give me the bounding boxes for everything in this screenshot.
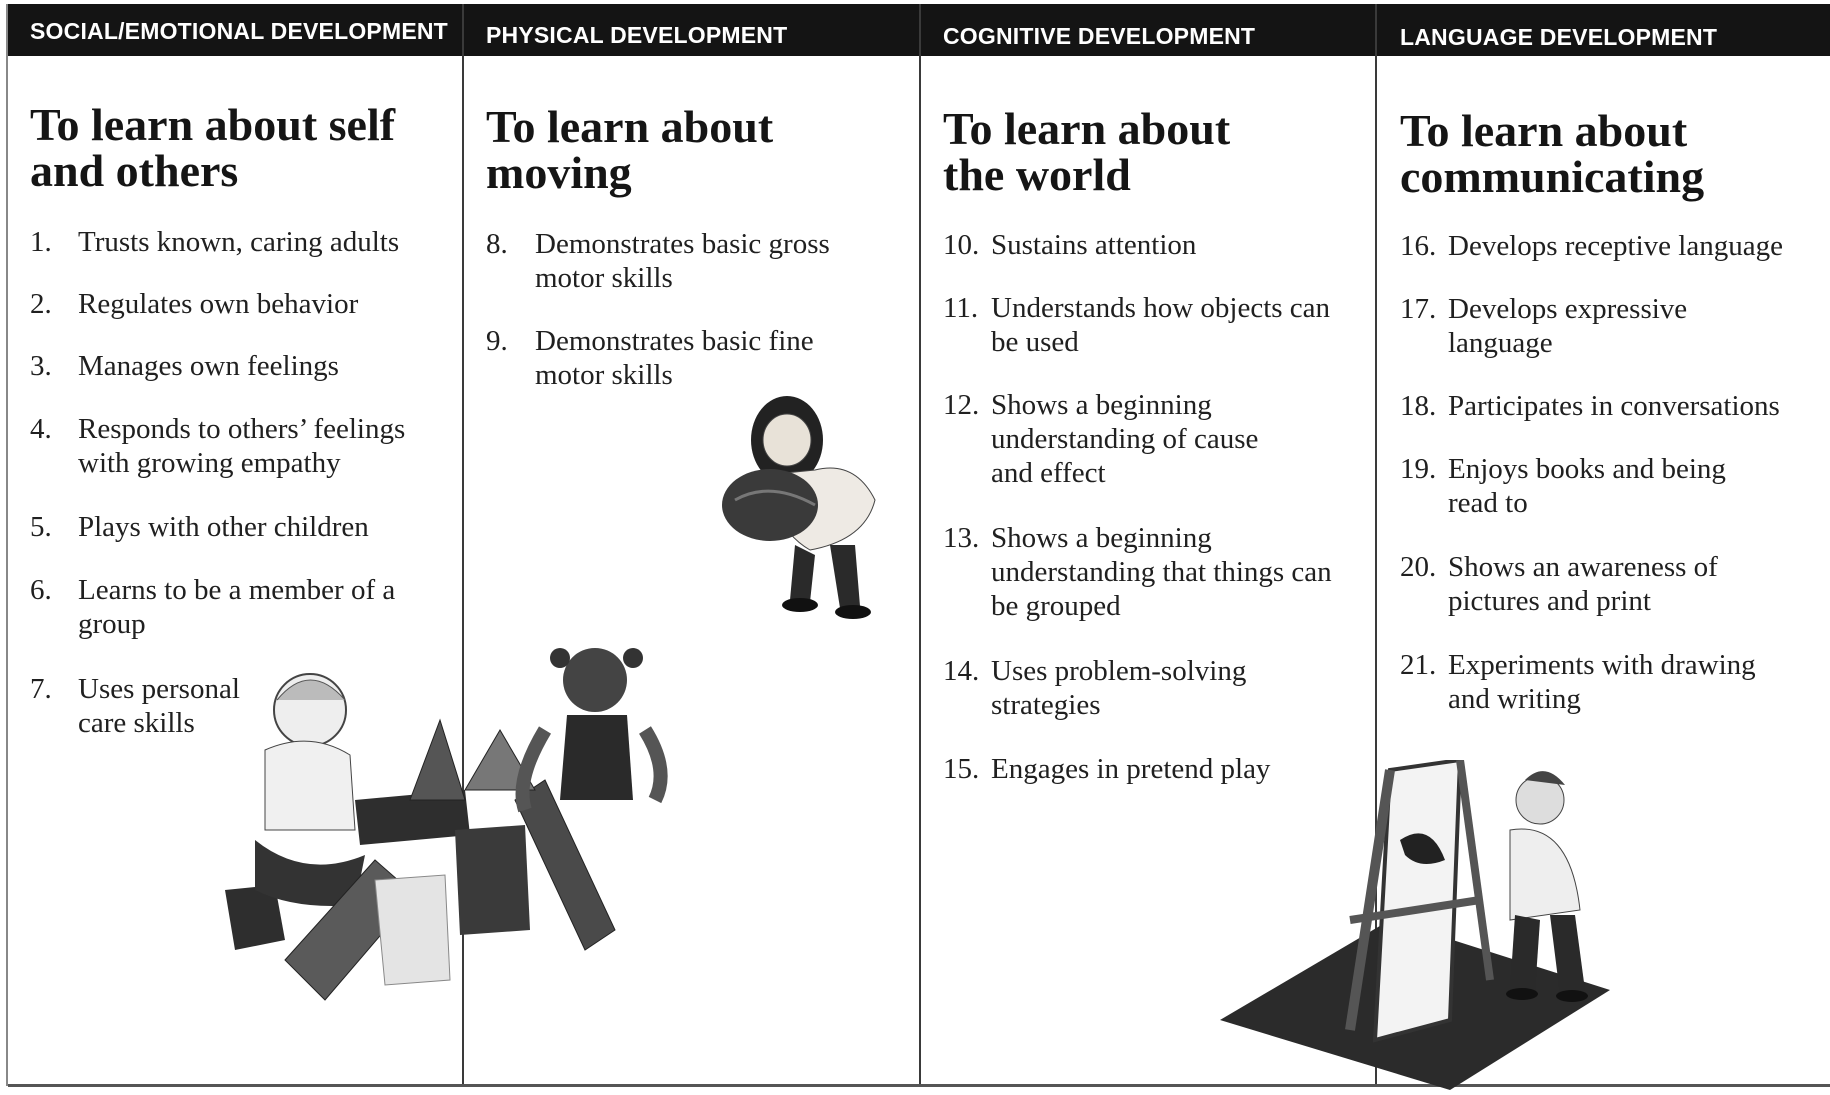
goal-item bbox=[1400, 292, 1740, 360]
goal-number: 3. bbox=[30, 350, 52, 382]
goal-item bbox=[30, 349, 450, 383]
goal-item bbox=[30, 412, 450, 480]
left-border bbox=[6, 4, 8, 1086]
goal-text: Manages own feelings bbox=[78, 350, 339, 382]
column-header-language: LANGUAGE DEVELOPMENT bbox=[1400, 24, 1718, 50]
goal-item bbox=[1400, 648, 1800, 716]
heading-communicating: To learn about communicating bbox=[1400, 105, 1705, 202]
goal-text: Develops expressive language bbox=[1448, 293, 1688, 359]
goal-item bbox=[486, 227, 886, 295]
column-divider bbox=[919, 4, 921, 1086]
goal-text: Plays with other children bbox=[78, 511, 369, 543]
goal-item bbox=[1400, 452, 1770, 520]
goal-text: Demonstrates basic gross motor skills bbox=[535, 228, 830, 294]
goal-number: 5. bbox=[30, 511, 52, 543]
goal-item bbox=[943, 654, 1283, 722]
children-with-blocks-illustration bbox=[215, 630, 735, 1010]
column-header-social-emotional: SOCIAL/EMOTIONAL DEVELOPMENT bbox=[30, 18, 448, 44]
goal-item bbox=[943, 291, 1353, 359]
goal-item bbox=[1400, 389, 1825, 423]
goal-number: 13. bbox=[943, 522, 980, 554]
goal-item bbox=[1400, 229, 1825, 263]
goal-text: Participates in conversations bbox=[1448, 390, 1780, 422]
goal-text: Engages in pretend play bbox=[991, 753, 1271, 785]
goal-text: Trusts known, caring adults bbox=[78, 226, 400, 258]
goal-text: Learns to be a member of a group bbox=[78, 574, 396, 640]
goal-text: Experiments with drawing and writing bbox=[1448, 649, 1756, 715]
goal-text: Enjoys books and being read to bbox=[1448, 453, 1726, 519]
goal-number: 1. bbox=[30, 226, 52, 258]
goal-number: 12. bbox=[943, 389, 980, 421]
heading-self-and-others: To learn about self and others bbox=[30, 99, 396, 196]
goal-number: 2. bbox=[30, 288, 52, 320]
goal-item bbox=[30, 225, 450, 259]
goal-number: 7. bbox=[30, 673, 52, 705]
heading-the-world: To learn about the world bbox=[943, 103, 1231, 200]
goal-text: Uses problem-solving strategies bbox=[991, 655, 1247, 721]
goal-number: 19. bbox=[1400, 453, 1437, 485]
goal-item bbox=[30, 510, 450, 544]
goal-text: Regulates own behavior bbox=[78, 288, 359, 320]
goal-text: Responds to others’ feelings with growing empathy bbox=[78, 413, 406, 479]
goal-number: 14. bbox=[943, 655, 980, 687]
goal-text: Shows a beginning understanding that things can be grouped bbox=[991, 522, 1332, 622]
goal-item bbox=[943, 388, 1283, 490]
goal-number: 9. bbox=[486, 325, 508, 357]
goal-item bbox=[1400, 550, 1780, 618]
column-header-cognitive: COGNITIVE DEVELOPMENT bbox=[943, 23, 1256, 49]
goal-text: Shows a beginning understanding of cause and effect bbox=[991, 389, 1259, 489]
child-painting-at-easel-illustration bbox=[1200, 760, 1610, 1090]
goal-number: 17. bbox=[1400, 293, 1437, 325]
goal-number: 20. bbox=[1400, 551, 1437, 583]
goal-text: Develops receptive language bbox=[1448, 230, 1783, 262]
goal-number: 11. bbox=[943, 292, 979, 324]
goal-item bbox=[30, 287, 450, 321]
goal-number: 21. bbox=[1400, 649, 1437, 681]
goal-number: 16. bbox=[1400, 230, 1437, 262]
goal-number: 4. bbox=[30, 413, 52, 445]
goal-number: 8. bbox=[486, 228, 508, 260]
goal-text: Sustains attention bbox=[991, 229, 1197, 261]
goal-number: 15. bbox=[943, 753, 980, 785]
child-carrying-ball-illustration bbox=[715, 380, 895, 630]
goal-text: Shows an awareness of pictures and print bbox=[1448, 551, 1718, 617]
goal-text: Understands how objects can be used bbox=[991, 292, 1331, 358]
goal-text: Uses personal care skills bbox=[78, 673, 240, 739]
heading-moving: To learn about moving bbox=[486, 101, 774, 198]
goal-item bbox=[943, 521, 1353, 623]
goal-number: 6. bbox=[30, 574, 52, 606]
goal-text: Demonstrates basic fine motor skills bbox=[535, 325, 814, 391]
goal-number: 18. bbox=[1400, 390, 1437, 422]
goal-number: 10. bbox=[943, 229, 980, 261]
goal-item bbox=[943, 228, 1353, 262]
column-header-physical: PHYSICAL DEVELOPMENT bbox=[486, 22, 788, 48]
